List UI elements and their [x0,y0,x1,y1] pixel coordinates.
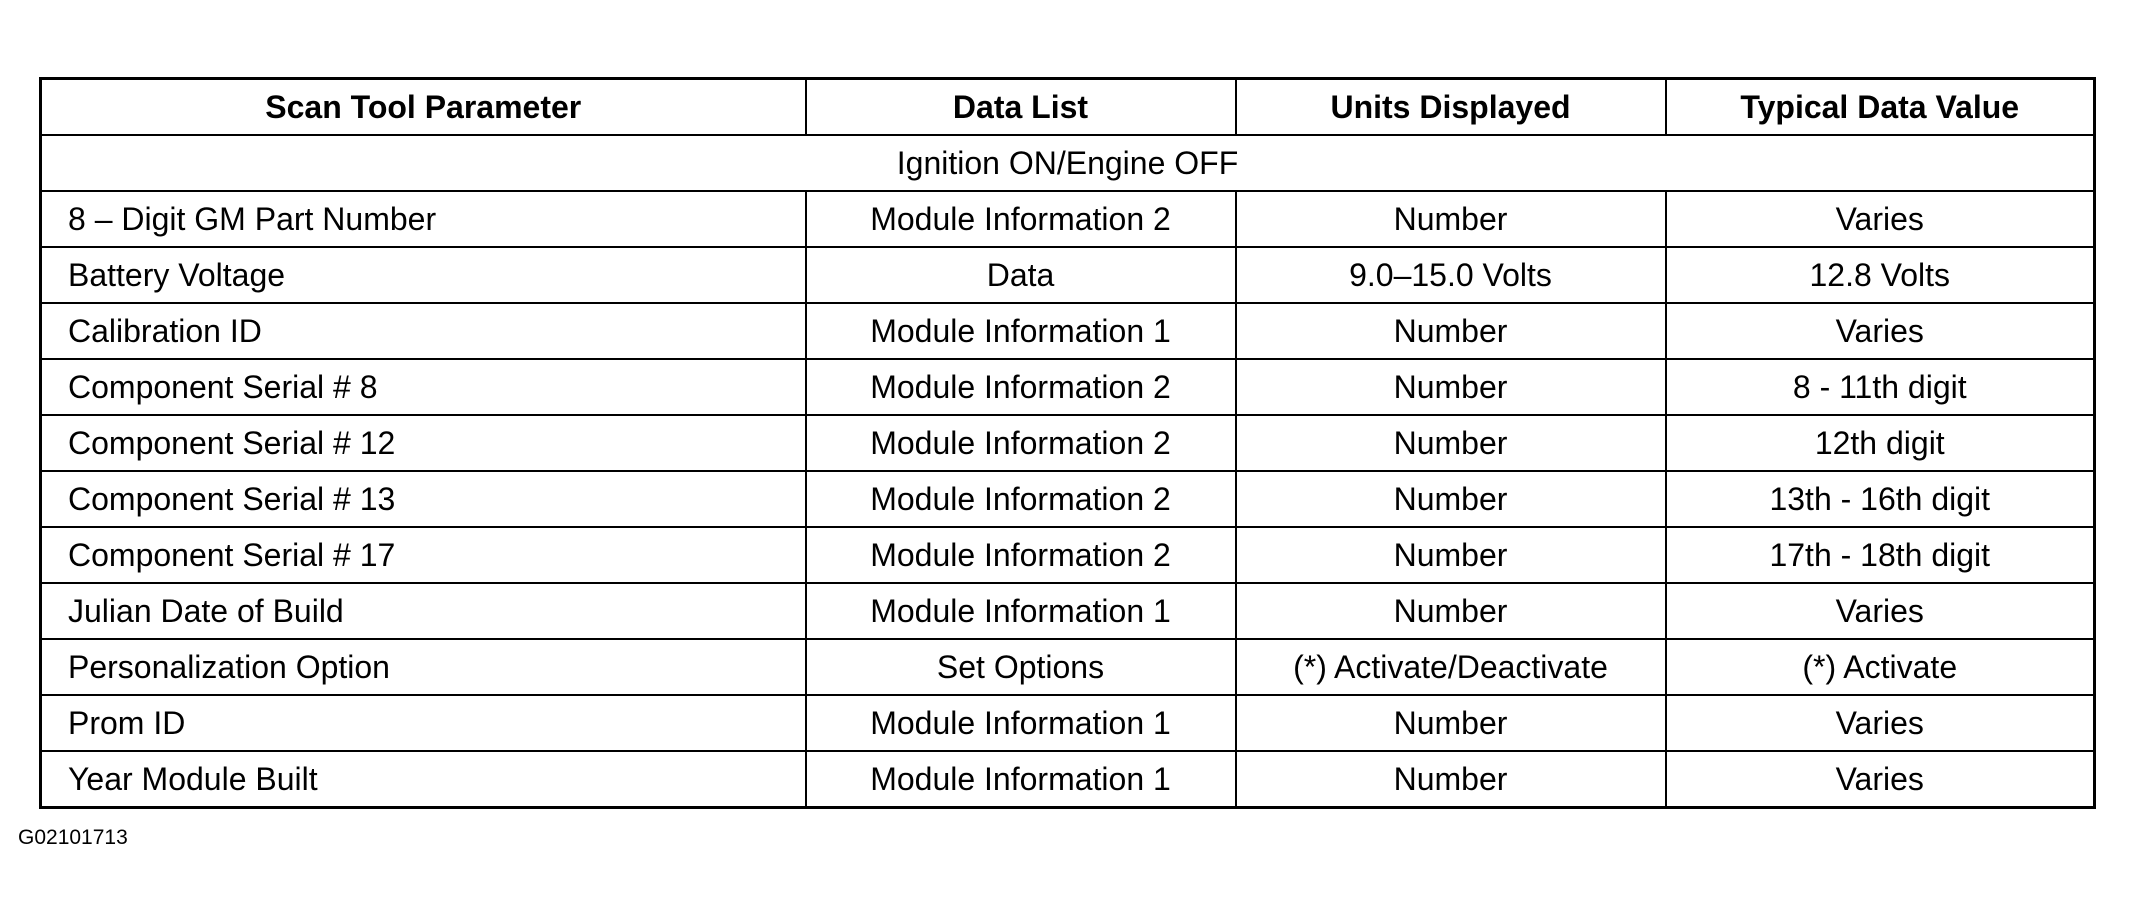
header-data-list: Data List [806,79,1236,136]
cell-units-displayed: Number [1236,695,1666,751]
cell-data-list: Module Information 2 [806,415,1236,471]
cell-data-list: Module Information 1 [806,695,1236,751]
cell-parameter: Component Serial # 17 [41,527,806,583]
cell-parameter: Component Serial # 13 [41,471,806,527]
cell-typical-value: 8 - 11th digit [1666,359,2095,415]
cell-parameter: Calibration ID [41,303,806,359]
cell-units-displayed: Number [1236,359,1666,415]
cell-typical-value: Varies [1666,191,2095,247]
cell-units-displayed: Number [1236,583,1666,639]
cell-data-list: Module Information 2 [806,359,1236,415]
cell-typical-value: Varies [1666,695,2095,751]
cell-typical-value: 12.8 Volts [1666,247,2095,303]
figure-id: G02101713 [18,826,128,849]
header-row [41,79,2095,136]
table-row [41,751,2095,808]
table-row [41,303,2095,359]
cell-data-list: Module Information 1 [806,303,1236,359]
header-units-displayed: Units Displayed [1236,79,1666,136]
cell-units-displayed: Number [1236,303,1666,359]
cell-typical-value: 17th - 18th digit [1666,527,2095,583]
cell-parameter: Battery Voltage [41,247,806,303]
cell-units-displayed: 9.0–15.0 Volts [1236,247,1666,303]
cell-typical-value: 12th digit [1666,415,2095,471]
cell-typical-value: Varies [1666,583,2095,639]
section-label: Ignition ON/Engine OFF [41,135,2095,191]
table-row [41,695,2095,751]
cell-parameter: Personalization Option [41,639,806,695]
cell-data-list: Module Information 2 [806,471,1236,527]
cell-data-list: Set Options [806,639,1236,695]
cell-units-displayed: Number [1236,527,1666,583]
cell-parameter: Component Serial # 8 [41,359,806,415]
cell-data-list: Module Information 1 [806,751,1236,808]
cell-typical-value: Varies [1666,303,2095,359]
cell-typical-value: (*) Activate [1666,639,2095,695]
table-row [41,359,2095,415]
cell-typical-value: 13th - 16th digit [1666,471,2095,527]
section-row [41,135,2095,191]
cell-typical-value: Varies [1666,751,2095,808]
cell-units-displayed: Number [1236,471,1666,527]
table-row [41,247,2095,303]
cell-parameter: Prom ID [41,695,806,751]
cell-parameter: Year Module Built [41,751,806,808]
header-scan-tool-parameter: Scan Tool Parameter [41,79,806,136]
cell-parameter: Julian Date of Build [41,583,806,639]
table-row [41,639,2095,695]
cell-units-displayed: (*) Activate/Deactivate [1236,639,1666,695]
cell-units-displayed: Number [1236,191,1666,247]
cell-units-displayed: Number [1236,415,1666,471]
cell-data-list: Module Information 1 [806,583,1236,639]
table-row [41,415,2095,471]
table-row [41,191,2095,247]
cell-data-list: Module Information 2 [806,527,1236,583]
table-row [41,471,2095,527]
cell-parameter: 8 – Digit GM Part Number [41,191,806,247]
cell-parameter: Component Serial # 12 [41,415,806,471]
cell-data-list: Data [806,247,1236,303]
cell-data-list: Module Information 2 [806,191,1236,247]
header-typical-data-value: Typical Data Value [1666,79,2095,136]
scan-tool-data-table [39,77,2096,809]
cell-units-displayed: Number [1236,751,1666,808]
table-row [41,527,2095,583]
table-row [41,583,2095,639]
